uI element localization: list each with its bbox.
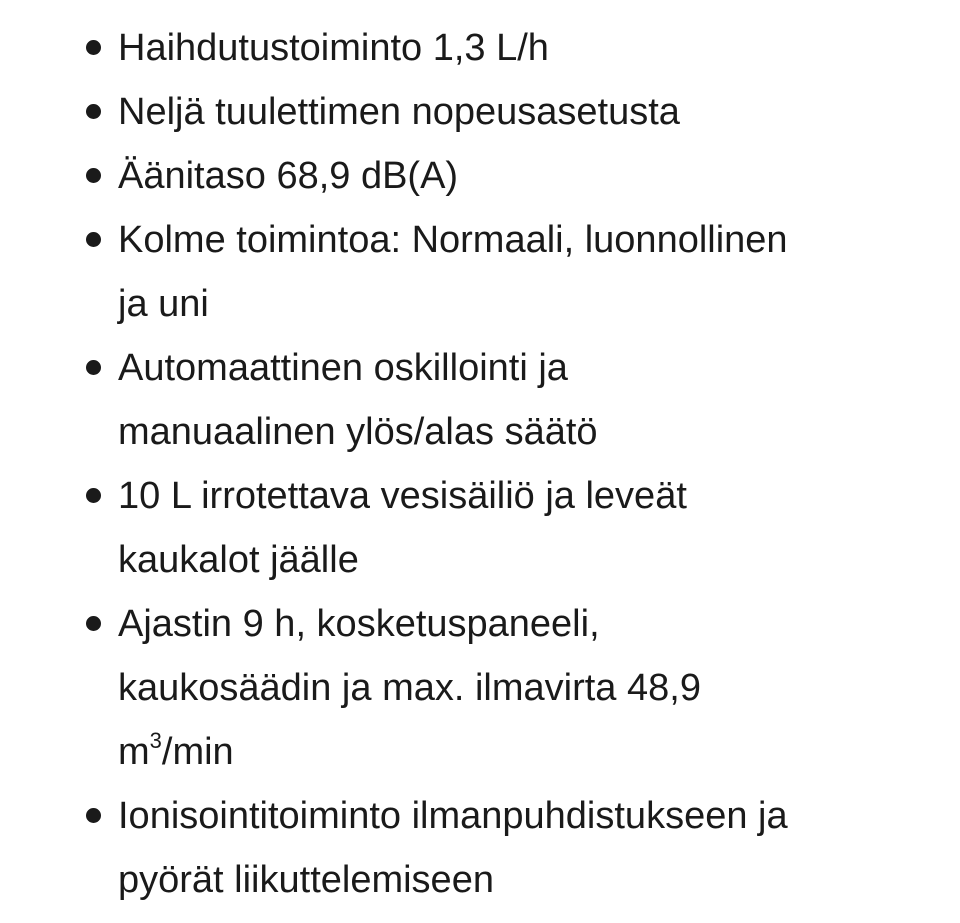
- feature-item: [80, 144, 940, 208]
- feature-text: 10 L irrotettava vesisäiliö ja leveät: [118, 475, 687, 517]
- unit-exponent: 3: [149, 728, 162, 753]
- feature-item: [80, 80, 940, 144]
- feature-item: [80, 464, 940, 592]
- bullet-icon: [86, 808, 101, 823]
- feature-text: Ajastin 9 h, kosketuspaneeli,: [118, 603, 600, 645]
- feature-text: Ionisointitoiminto ilmanpuhdistukseen ja: [118, 795, 788, 837]
- airflow-unit: [118, 720, 940, 784]
- feature-text: Kolme toimintoa: Normaali, luonnollinen: [118, 219, 788, 261]
- bullet-icon: [86, 104, 101, 119]
- feature-item: [80, 208, 940, 336]
- unit-base: m: [118, 731, 150, 773]
- feature-text: Automaattinen oskillointi ja: [118, 347, 568, 389]
- feature-text-continued: kaukalot jäälle: [118, 539, 359, 581]
- bullet-icon: [86, 40, 101, 55]
- feature-text: Haihdutustoiminto 1,3 L/h: [118, 27, 549, 69]
- bullet-icon: [86, 488, 101, 503]
- feature-text: Neljä tuulettimen nopeusasetusta: [118, 91, 680, 133]
- bullet-icon: [86, 232, 101, 247]
- feature-text-continued: pyörät liikuttelemiseen: [118, 859, 494, 901]
- feature-item: [80, 784, 940, 912]
- feature-text-continued: manuaalinen ylös/alas säätö: [118, 411, 598, 453]
- bullet-icon: [86, 616, 101, 631]
- feature-text: Äänitaso 68,9 dB(A): [118, 155, 459, 197]
- unit-rest: /min: [161, 731, 234, 773]
- feature-text-continued: kaukosäädin ja max. ilmavirta 48,9: [118, 667, 701, 709]
- bullet-icon: [86, 168, 101, 183]
- feature-item: [80, 592, 940, 784]
- bullet-icon: [86, 360, 101, 375]
- feature-text-continued: ja uni: [118, 283, 209, 325]
- feature-item: [80, 336, 940, 464]
- feature-list: [80, 16, 940, 912]
- feature-item: [80, 16, 940, 80]
